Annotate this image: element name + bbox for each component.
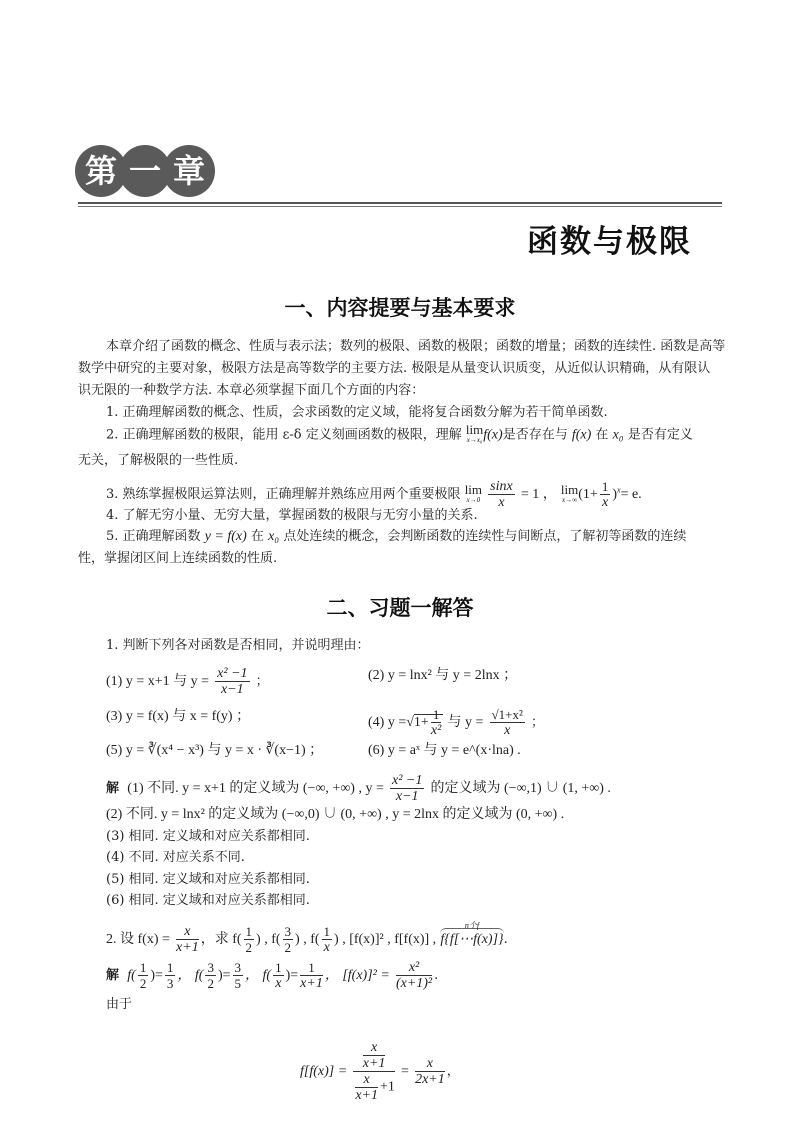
exercise-part: (5) y = ∛(x⁴ − x³) 与 y = x · ∛(x−1) ； — [106, 743, 324, 758]
radicand — [413, 707, 443, 738]
text: . — [503, 932, 508, 947]
exercise-stem — [106, 921, 508, 955]
fraction — [322, 924, 333, 955]
list-item: 1. 正确理解函数的概念、性质，会求函数的定义域，能将复合函数分解为若干简单函数. — [106, 405, 608, 420]
math: )= — [217, 968, 231, 983]
display-equation — [300, 1040, 460, 1103]
exercise-stem: 1. 判断下列各对函数是否相同，并说明理由： — [106, 638, 370, 653]
header-rule — [78, 202, 722, 204]
math: = e. — [620, 487, 642, 502]
exercise-part: (3) y = f(x) 与 x = f(y) ； — [106, 709, 251, 724]
text: 2. 正确理解函数的极限，能用 ε-δ 定义刻画函数的极限，理解 — [106, 427, 462, 443]
math: y = f(x) — [204, 529, 247, 544]
fraction — [600, 479, 611, 510]
math: ) — [612, 487, 617, 502]
lim-sub: x→0 — [466, 495, 481, 504]
fraction — [431, 707, 442, 738]
fraction — [363, 1040, 386, 1071]
den: (x+1)² — [395, 976, 433, 991]
math: ) , f( — [256, 932, 281, 947]
math: 与 y = — [447, 715, 484, 730]
text: ， — [446, 1064, 460, 1079]
fraction — [353, 1040, 395, 1103]
limit: lim x→0 — [464, 481, 483, 504]
fraction — [205, 960, 216, 991]
lim-sub: x→x₀ — [466, 436, 483, 444]
math: f( — [127, 968, 136, 983]
math: ，求 f( — [200, 932, 242, 947]
den: x — [323, 940, 330, 955]
math: f{f[⋯f(x)]} — [440, 932, 504, 947]
den: 2 — [207, 976, 214, 991]
math: (1+ — [578, 487, 598, 502]
fraction — [488, 479, 515, 510]
text: 在 — [250, 529, 264, 544]
limit — [466, 424, 483, 446]
num: x — [363, 1040, 386, 1056]
solution-line: (3) 相同. 定义域和对应关系都相同. — [106, 829, 310, 844]
den: x — [504, 723, 511, 738]
solution-label: 解 — [106, 968, 120, 983]
num: 1 — [275, 960, 282, 975]
text: . — [434, 968, 439, 983]
text: 3. 熟练掌握极限运算法则，正确理解并熟练应用两个重要极限 — [106, 487, 461, 502]
section-heading: 二、习题一解答 — [326, 596, 474, 620]
num: 1 — [245, 924, 253, 939]
math: ) , [f(x)]² , f[f(x)] , — [334, 932, 437, 947]
math: = 1 ， — [520, 487, 557, 502]
den: 5 — [234, 976, 242, 991]
header-rule — [78, 206, 722, 207]
exercise-part: (4) y =√1+ $\frac{1}{\text{x²}}$ 与 y = $\frac{\text{√1+x²}}{x}$ ； — [368, 707, 545, 738]
den: 2 — [245, 940, 253, 955]
math: = — [401, 1064, 409, 1079]
fraction — [355, 1072, 378, 1103]
den: 2x+1 — [415, 1072, 445, 1087]
exercise-part: (2) y = lnx² 与 y = 2lnx ； — [368, 668, 518, 683]
fraction — [283, 924, 294, 955]
list-item-cont: 无关，了解极限的一些性质. — [78, 453, 239, 468]
den: x — [601, 495, 609, 510]
fraction — [273, 960, 284, 991]
exponent: x — [617, 485, 621, 495]
den: 3 — [166, 976, 174, 991]
exercise-part: (6) y = aˣ 与 y = e^(x·lna) . — [368, 743, 521, 758]
math: f(x) — [483, 427, 503, 443]
den: 2 — [139, 976, 147, 991]
math: ， f( — [245, 968, 272, 983]
num: x² −1 — [392, 773, 423, 788]
chapter-title: 函数与极限 — [527, 224, 692, 260]
den: x — [498, 495, 505, 510]
math: +1 — [379, 1079, 395, 1095]
solution-label: 解 — [106, 781, 120, 796]
den: x+1 — [362, 1056, 386, 1071]
math: 1+ — [413, 715, 429, 730]
text: 是否存在与 — [502, 427, 568, 443]
fraction — [233, 960, 244, 991]
chapter-badge-char: 章 — [163, 145, 215, 197]
math: 的定义域为 (−∞,1) ∪ (1, +∞) . — [430, 781, 611, 796]
num: 1 — [432, 707, 440, 722]
math: )= — [150, 968, 163, 983]
text-line: 由于 — [106, 997, 133, 1012]
paragraph-line: 数学中研究的主要对象，极限方法是高等数学的主要方法. 极限是从量变认识质变，从近似认识精确，从有限认 — [78, 361, 711, 376]
brace-label: n个f — [464, 921, 480, 930]
fraction — [215, 666, 249, 697]
math: ) , f( — [295, 932, 320, 947]
den: 2 — [284, 940, 292, 955]
num: x — [415, 1056, 445, 1072]
text: 5. 正确理解函数 — [106, 529, 201, 544]
num: x² −1 — [217, 666, 248, 681]
den: x+1 — [355, 1088, 378, 1103]
fraction — [390, 773, 424, 804]
list-item-cont: 性，掌握闭区间上连续函数的性质. — [78, 551, 278, 566]
limit: lim x→∞ — [560, 481, 579, 504]
fraction — [415, 1056, 445, 1087]
num: 3 — [234, 960, 242, 975]
lim-text: lim — [465, 422, 484, 437]
paragraph-line: 本章介绍了函数的概念、性质与表示法；数列的极限、函数的极限；函数的增量；函数的连续性. 函数是高等 — [106, 339, 726, 354]
num — [353, 1040, 395, 1072]
fraction — [300, 960, 323, 991]
den: x² — [430, 723, 442, 738]
math: )= — [285, 968, 299, 983]
solution-line — [106, 773, 611, 804]
math: (1) y = x+1 与 y = — [106, 674, 210, 689]
num: 1 — [300, 960, 323, 976]
num: 1 — [166, 960, 174, 975]
num: x — [355, 1072, 378, 1088]
math: (1) 不同. y = x+1 的定义域为 (−∞, +∞) , y = — [127, 781, 384, 796]
fraction — [176, 924, 199, 955]
math: 2. 设 f(x) = — [106, 932, 170, 947]
fraction — [244, 924, 255, 955]
chapter-badge-char: 一 — [119, 145, 171, 197]
den — [353, 1072, 395, 1103]
math: ， [f(x)]² = — [324, 968, 390, 983]
fraction — [396, 960, 432, 991]
math: x₀ — [612, 427, 624, 443]
num: x² — [396, 960, 432, 976]
exercise-part — [106, 666, 269, 697]
num: 1 — [323, 924, 331, 939]
den: x+1 — [176, 940, 199, 955]
chapter-badge-char: 第 — [75, 145, 127, 197]
solution-line: (6) 相同. 定义域和对应关系都相同. — [106, 893, 310, 908]
solution-line: (2) 不同. y = lnx² 的定义域为 (−∞,0) ∪ (0, +∞) , y = 2lnx 的定义域为 (0, +∞) . — [106, 807, 565, 822]
lim-sub: x→∞ — [562, 495, 578, 504]
num: 3 — [284, 924, 292, 939]
num: 3 — [207, 960, 214, 975]
den: x−1 — [395, 789, 419, 804]
solution-line: (4) 不同. 对应关系不同. — [106, 850, 245, 865]
math: f[f(x)] = — [300, 1064, 348, 1079]
num: x — [176, 924, 199, 940]
math: ， f( — [177, 968, 204, 983]
list-item: 4. 了解无穷小量、无穷大量，掌握函数的极限与无穷小量的关系. — [106, 508, 478, 523]
text: ； — [531, 715, 545, 730]
math: f(x) — [571, 427, 592, 443]
solution-line: (5) 相同. 定义域和对应关系都相同. — [106, 872, 310, 887]
overbrace — [440, 921, 504, 950]
math: (4) y = — [368, 715, 407, 730]
fraction — [138, 960, 149, 991]
solution-line — [106, 960, 438, 991]
num: sinx — [490, 479, 513, 494]
den: x−1 — [221, 682, 244, 697]
num: 1 — [139, 960, 147, 975]
num: 1 — [601, 479, 609, 494]
den: x+1 — [300, 976, 323, 991]
text: 点处连续的概念，会判断函数的连续性与间断点，了解初等函数的连续 — [283, 529, 687, 544]
text: 是否有定义 — [627, 427, 693, 443]
list-item — [106, 424, 693, 446]
fraction — [165, 960, 176, 991]
section-heading: 一、内容提要与基本要求 — [284, 296, 516, 320]
math: x₀ — [268, 529, 280, 544]
list-item — [106, 527, 686, 547]
den: x — [275, 976, 282, 991]
fraction — [490, 707, 525, 738]
text: ； — [255, 674, 269, 689]
paragraph-line: 识无限的一种数学方法. 本章必须掌握下面几个方面的内容： — [78, 383, 425, 398]
num: √1+x² — [491, 707, 523, 722]
text: 在 — [595, 427, 609, 443]
